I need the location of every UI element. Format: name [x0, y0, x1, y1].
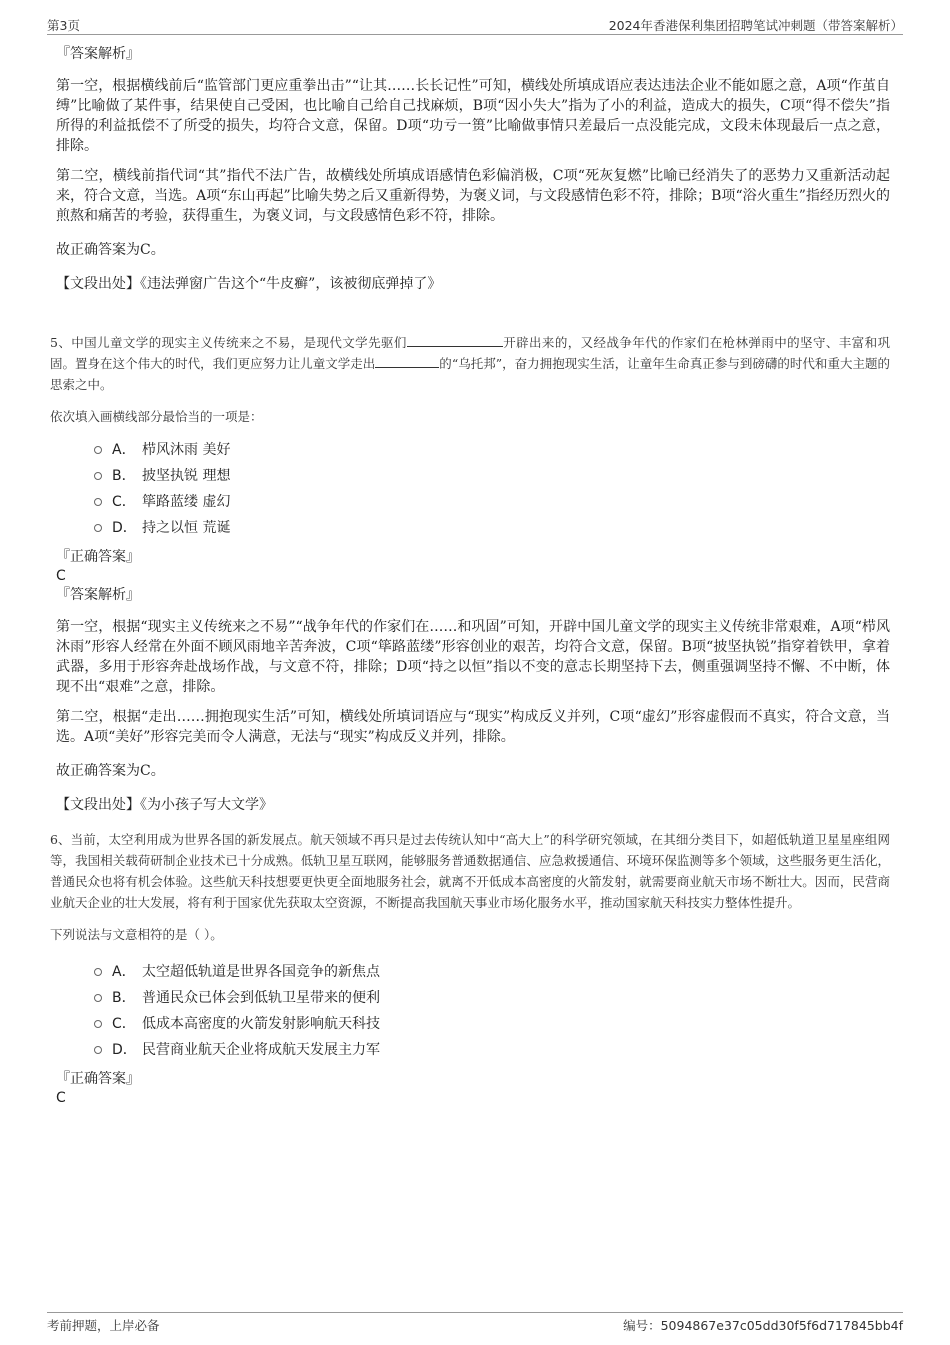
- option-list: [94, 437, 890, 541]
- answer-conclusion: 故正确答案为C。: [56, 242, 165, 258]
- correct-answer: C: [56, 1090, 66, 1106]
- analysis-label: 『答案解析』: [56, 46, 140, 62]
- page-content: [50, 44, 890, 1107]
- source-citation: 【文段出处】《为小孩子写大文学》: [56, 797, 273, 813]
- question-6: [50, 829, 890, 1107]
- option-b[interactable]: B． 披坚执锐 理想: [94, 463, 890, 489]
- analysis-paragraph-2: 第二空，根据“走出……拥抱现实生活”可知，横线处所填词语应与“现实”构成反义并列，C项“虚幻”形容虚假而不真实，符合文意，当选。A项“美好”形容完美而令人满意，无法与“现实”构成反义并列，排除。: [56, 709, 890, 745]
- radio-icon[interactable]: [94, 524, 102, 532]
- radio-icon[interactable]: [94, 472, 102, 480]
- radio-icon[interactable]: [94, 968, 102, 976]
- radio-icon[interactable]: [94, 1020, 102, 1028]
- question-5: [50, 332, 890, 815]
- option-a[interactable]: A． 太空超低轨道是世界各国竞争的新焦点: [94, 959, 890, 985]
- page-header: [47, 14, 903, 35]
- analysis-label: 『答案解析』: [56, 587, 140, 603]
- document-title: 2024年香港保利集团招聘笔试冲刺题（带答案解析）: [608, 18, 903, 33]
- correct-answer: C: [56, 568, 66, 584]
- option-c[interactable]: C． 筚路蓝缕 虚幻: [94, 489, 890, 515]
- question-prompt: 下列说法与文意相符的是（ ）。: [50, 927, 223, 942]
- option-c[interactable]: C． 低成本高密度的火箭发射影响航天科技: [94, 1011, 890, 1037]
- option-d[interactable]: D． 民营商业航天企业将成航天发展主力军: [94, 1037, 890, 1063]
- radio-icon[interactable]: [94, 1046, 102, 1054]
- fill-blank-1: [407, 333, 503, 347]
- page-number: 第3页: [47, 18, 80, 33]
- correct-answer-label: 『正确答案』: [56, 1071, 140, 1087]
- question-text: 5、中国儿童文学的现实主义传统来之不易，是现代文学先驱们 开辟出来的，又经战争年代的作家们在枪林弹雨中的坚守、丰富和巩固。置身在这个伟大的时代，我们更应努力让儿童文学走出 的“乌托邦”，奋力拥抱现实生活，让童年生命真正参与到磅礴的时代和重大主题的思索之中。: [50, 335, 890, 392]
- radio-icon[interactable]: [94, 498, 102, 506]
- page-footer: [47, 1312, 903, 1333]
- fill-blank-2: [375, 354, 439, 368]
- correct-answer-label: 『正确答案』: [56, 549, 140, 565]
- answer-conclusion: 故正确答案为C。: [56, 763, 165, 779]
- document-serial: 编号：5094867e37c05dd30f5f6d717845bb4f: [623, 1318, 903, 1333]
- question-prompt: 依次填入画横线部分最恰当的一项是：: [50, 409, 263, 424]
- source-citation: 【文段出处】《违法弹窗广告这个“牛皮癣”，该被彻底弹掉了》: [56, 276, 442, 292]
- radio-icon[interactable]: [94, 446, 102, 454]
- option-a[interactable]: A． 栉风沐雨 美好: [94, 437, 890, 463]
- analysis-paragraph-1: 第一空，根据“现实主义传统来之不易”“战争年代的作家们在……和巩固”可知，开辟中国儿童文学的现实主义传统非常艰难，A项“栉风沐雨”形容人经常在外面不顾风雨地辛苦奔波，C项“筚路蓝缕”形容创业的艰苦，均符合文意，保留。B项“披坚执锐”指穿着铁甲，拿着武器，多用于形容奔赴战场作战，与文意不符，排除；D项“持之以恒”指以不变的意志长期坚持下去，侧重强调坚持不懈、不中断，体现不出“艰难”之意，排除。: [56, 619, 890, 695]
- question-4-analysis: [56, 44, 890, 294]
- analysis-paragraph-1: 第一空，根据横线前后“监管部门更应重拳出击”“让其……长长记性”可知，横线处所填成语应表达违法企业不能如愿之意，A项“作茧自缚”比喻做了某件事，结果使自己受困，也比喻自己给自己找麻烦，B项“因小失大”指为了小的利益，造成大的损失，C项“得不偿失”指所得的利益抵偿不了所受的损失，均符合文意，保留。D项“功亏一篑”比喻做事情只差最后一点没能完成，文段未体现最后一点之意，排除。: [56, 78, 890, 154]
- question-text: 6、当前，太空利用成为世界各国的新发展点。航天领域不再只是过去传统认知中“高大上”的科学研究领域，在其细分类目下，如超低轨道卫星星座组网等，我国相关载荷研制企业技术已十分成熟。低轨卫星互联网，能够服务普通数据通信、应急救援通信、环境环保监测等多个领域，这些服务更生活化，普通民众也将有机会体验。这些航天科技想要更快更全面地服务社会，就离不开低成本高密度的火箭发射，就需要商业航天市场不断壮大。因而，民营商业航天企业的壮大发展，将有利于国家优先获取太空资源，不断提高我国航天事业市场化服务水平，推动国家航天科技实力整体性提升。: [50, 832, 890, 910]
- footer-slogan: 考前押题，上岸必备: [47, 1318, 160, 1333]
- option-b[interactable]: B． 普通民众已体会到低轨卫星带来的便利: [94, 985, 890, 1011]
- radio-icon[interactable]: [94, 994, 102, 1002]
- option-d[interactable]: D． 持之以恒 荒诞: [94, 515, 890, 541]
- analysis-paragraph-2: 第二空，横线前指代词“其”指代不法广告，故横线处所填成语感情色彩偏消极，C项“死灰复燃”比喻已经消失了的恶势力又重新活动起来，符合文意，当选。A项“东山再起”比喻失势之后又重新得势，为褒义词，与文段感情色彩不符，排除；B项“浴火重生”指经历烈火的煎熬和痛苦的考验，获得重生，为褒义词，与文段感情色彩不符，排除。: [56, 168, 890, 224]
- option-list: [94, 959, 890, 1063]
